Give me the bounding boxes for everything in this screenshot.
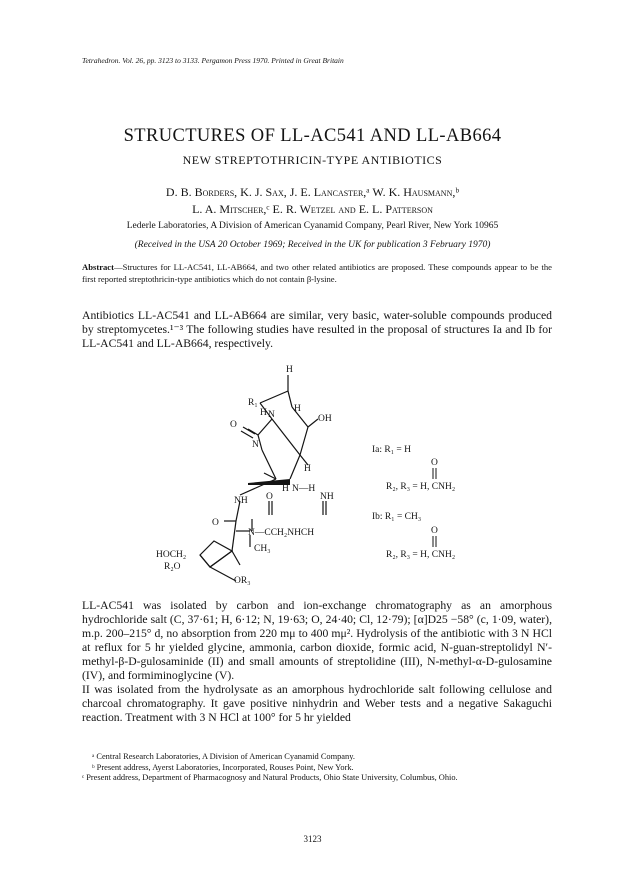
atom-n-h: N—H [292, 484, 316, 494]
legend-a-r2r3: R₂, R₃ = H, CNH₂ [386, 482, 456, 492]
atom-nh-imine: NH [320, 492, 334, 502]
atom-n-lactam: N [252, 440, 259, 450]
footnote-b: ᵇ Present address, Ayerst Laboratories, Incorporated, Rouses Point, New York. [92, 762, 354, 772]
atom-h-mid: H [304, 464, 311, 474]
legend-a-o: O [431, 458, 438, 468]
authors-line-2: L. A. Mitscher,ᶜ E. R. Wetzel and E. L. Patterson [192, 202, 433, 216]
atom-n-ring: N [268, 410, 275, 420]
atom-o-ring: O [212, 518, 219, 528]
footnotes [82, 752, 552, 784]
legend-a-r1: Ia: R₁ = H [372, 445, 412, 455]
structure-diagram [140, 355, 560, 585]
footnote-c: ᶜ Present address, Department of Pharmacognosy and Natural Products, Ohio State University, Columbus, Ohio. [82, 773, 458, 782]
atom-h-right: H [294, 404, 301, 414]
article-subtitle: NEW STREPTOTHRICIN-TYPE ANTIBIOTICS [182, 153, 443, 167]
atom-ch3: CH₃ [254, 544, 271, 554]
legend-b-r2r3: R₂, R₃ = H, CNH₂ [386, 550, 456, 560]
journal-citation: Tetrahedron. Vol. 26, pp. 3123 to 3133. Pergamon Press 1970. Printed in Great Britain [82, 56, 344, 65]
legend-b-o: O [431, 526, 438, 536]
intro-paragraph: Antibiotics LL-AC541 and LL-AB664 are similar, very basic, water-soluble compounds produced by streptomycetes.¹⁻³ The following studies have resulted in the proposal of structures Ia and Ib for LL-AC541 and LL-AB664, respectively. [82, 309, 552, 351]
legend-b-r1: Ib: R₁ = CH₃ [372, 512, 422, 522]
page-number: 3123 [303, 834, 322, 844]
atom-o-carbonyl: O [230, 420, 237, 430]
atom-h-left: H [260, 408, 267, 418]
atom-amide-chain: N—CCH₂NHCH [248, 528, 315, 538]
atom-hoch2: HOCH₂ [156, 550, 187, 560]
atom-h-bottom: H [282, 484, 289, 494]
atom-nh-link: NH [234, 496, 248, 506]
atom-r2o: R₂O [164, 562, 181, 572]
footnote-a: ᵃ Central Research Laboratories, A Division of American Cyanamid Company. [92, 752, 355, 761]
abstract-label: Abstract [82, 262, 114, 272]
article-title: STRUCTURES OF LL-AC541 AND LL-AB664 [123, 126, 502, 146]
atom-o-amide: O [266, 492, 273, 502]
atom-or3: OR₃ [234, 576, 251, 585]
authors-line-1: D. B. Borders, K. J. Sax, J. E. Lancaster,ᵃ W. K. Hausmann,ᵇ [165, 185, 460, 199]
affiliation: Lederle Laboratories, A Division of American Cyanamid Company, Pearl River, New York 10965 [126, 221, 499, 231]
abstract [82, 262, 552, 285]
paragraph-isolation: LL-AC541 was isolated by carbon and ion-exchange chromatography as an amorphous hydrochloride salt (C, 37·61; H, 6·12; N, 19·63; O, 24·40; Cl, 12·79); [α]D25 −58° (c, 1·09, water), m.p. 200–215° d, no absorption from 220 mμ to 400 mμ². Hydrolysis of the antibiotic with 3 N HCl at reflux for 5 hr yielded glycine, ammonia, carbon dioxide, formic acid, N-guan-streptolidyl N′-methyl-β-D-gulosaminide (II) and small amounts of streptolidine (III), N-methyl-α-D-gulosamine (IV), and formiminoglycine (V). [82, 599, 552, 683]
received-dates: (Received in the USA 20 October 1969; Received in the UK for publication 3 February 1970) [134, 240, 491, 250]
atom-oh: OH [318, 414, 332, 424]
atom-r1: R₁ [248, 398, 258, 408]
abstract-text: —Structures for LL-AC541, LL-AB664, and two other related antibiotics are proposed. These compounds appear to be the first reported streptothricin-type antibiotics which do not contain β-lysine. [82, 262, 552, 284]
paragraph-hydrolysate: II was isolated from the hydrolysate as an amorphous hydrochloride salt following cellulose and charcoal chromatography. It gave positive ninhydrin and Weber tests and a negative Sakaguchi reaction. Treatment with 3 N HCl at 100° for 5 hr yielded [82, 683, 552, 725]
atom-h-top: H [286, 365, 293, 375]
chemical-structure-figure [140, 355, 560, 585]
